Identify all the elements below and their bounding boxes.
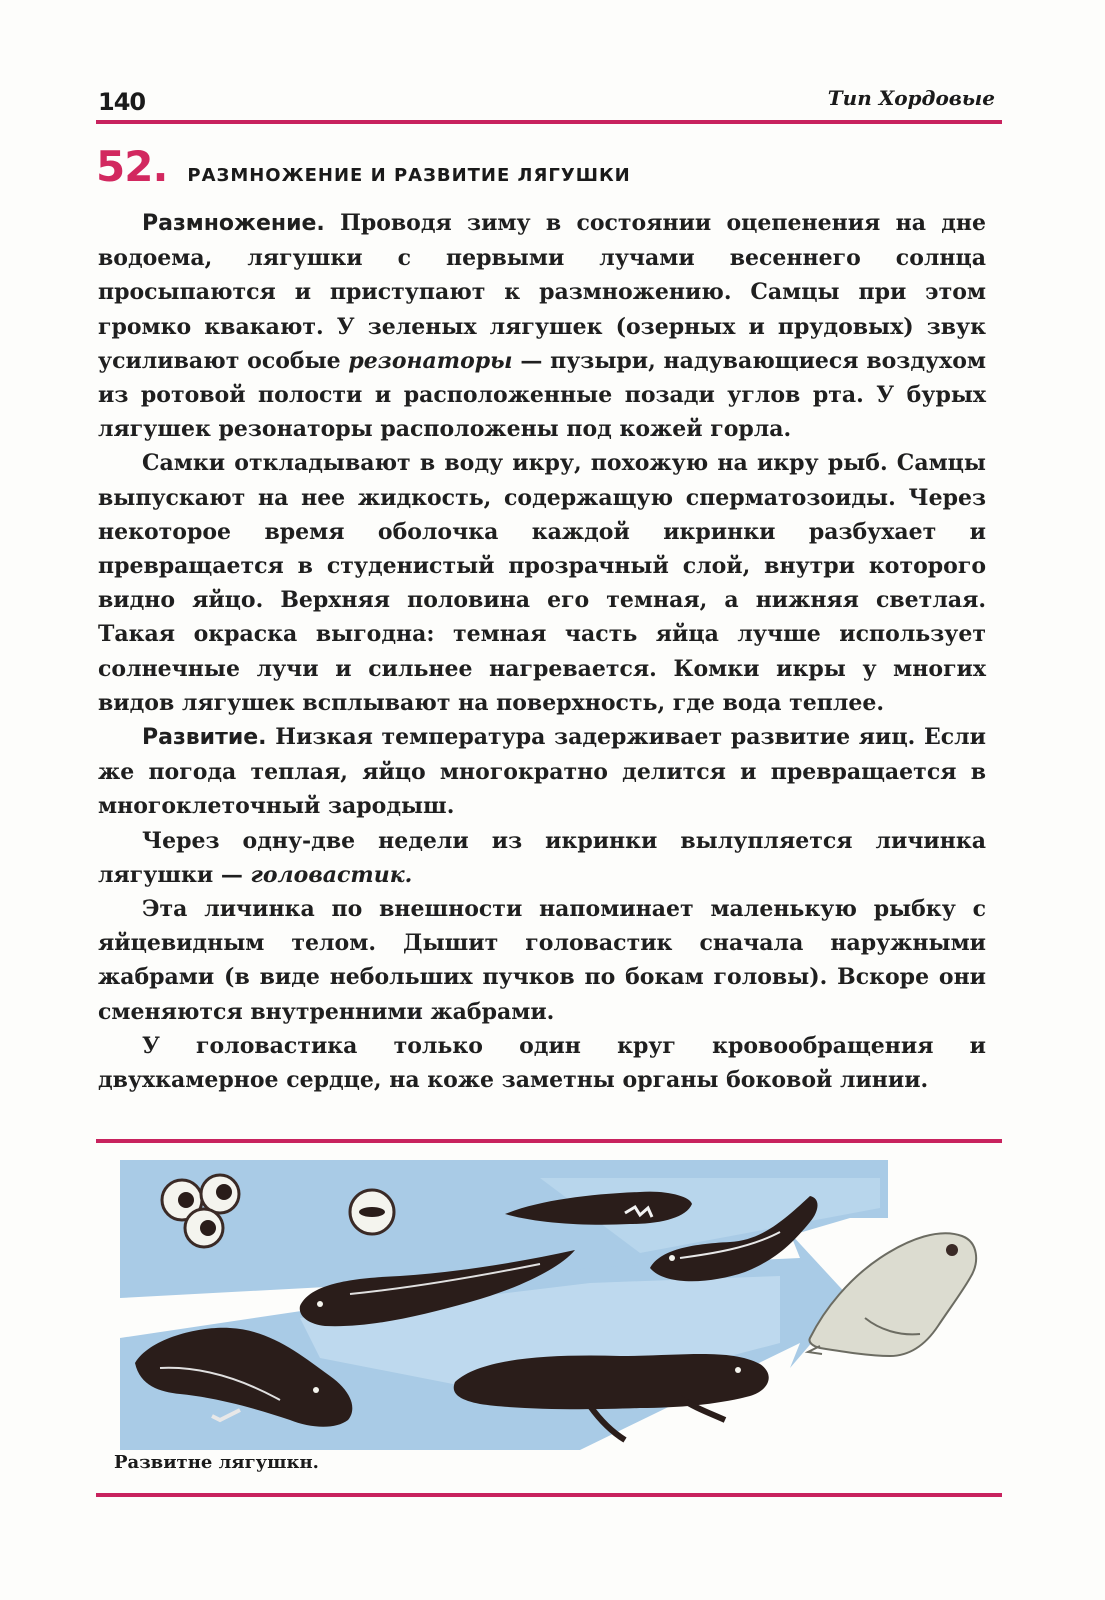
paragraph-text: Самки откладывают в воду икру, похожую на икру рыб. Самцы выпускают на нее жидкость, содержащую сперматозоиды. Через некоторое время оболочка каждой икринки разбухает и превращается в студенистый прозрачный слой, внутри которого видно яйцо. Верхняя половина его темная, а нижняя светлая. Такая окраска выгодна: темная часть яйца лучше использует солнечные лучи и сильнее нагревается. Комки икры у многих видов лягушек всплывают на поверхность, где вода теплее. bbox=[98, 450, 986, 716]
paragraph-text: Через одну-две недели из икринки вылупляется личинка лягушки — bbox=[98, 827, 986, 888]
paragraph-lead: Развитие. bbox=[142, 725, 267, 751]
paragraph-text: Эта личинка по внешности напоминает маленькую рыбку с яйцевидным телом. Дышит головастик сначала наружными жабрами (в виде небольших пучков по бокам головы). Вскоре они сменяются внутренними жабрами. bbox=[98, 896, 986, 1025]
paragraph-lead: Размножение. bbox=[142, 211, 325, 236]
paragraph-text: Низкая температура задерживает развитие яиц. Если же погода теплая, яйцо многократно делится и превращается в многоклеточный зародыш. bbox=[98, 724, 986, 820]
frog-development-illustration bbox=[120, 1158, 1000, 1450]
term-tadpole: головастик. bbox=[250, 861, 413, 888]
egg-yolk bbox=[200, 1220, 216, 1236]
figure-top-rule bbox=[96, 1139, 1002, 1143]
section-heading bbox=[96, 142, 631, 191]
page-number: 140 bbox=[98, 88, 146, 116]
paragraph-eggs bbox=[98, 446, 986, 720]
paragraph-tadpole-hatch bbox=[98, 824, 986, 892]
paragraph-text: Проводя зиму в состоянии оцепенения на дне водоема, лягушки с первыми лучами весеннего солнца просыпаются и приступают к размножению. Самцы при этом громко квакают. У зеленых лягушек (озерных и прудовых) звук усиливают особые bbox=[98, 210, 986, 374]
paragraph-circulation bbox=[98, 1029, 986, 1097]
body-text bbox=[98, 206, 986, 1097]
paragraph-development bbox=[98, 720, 986, 824]
paragraph-reproduction bbox=[98, 206, 986, 446]
section-title: РАЗМНОЖЕНИЕ И РАЗВИТИЕ ЛЯГУШКИ bbox=[187, 165, 631, 186]
egg-yolk bbox=[178, 1192, 194, 1208]
embryo bbox=[350, 1190, 394, 1234]
paragraph-text: — пузыри, надувающиеся воздухом из ротовой полости и расположенные позади углов рта. У бурых лягушек резонаторы расположены под кожей горла. bbox=[98, 347, 986, 443]
figure-caption: Развитне лягушкн. bbox=[114, 1452, 319, 1473]
figure-bottom-rule bbox=[96, 1493, 1002, 1497]
paragraph-gills bbox=[98, 892, 986, 1029]
running-head: Тип Хордовые bbox=[827, 86, 995, 110]
section-number: 52. bbox=[96, 142, 168, 191]
top-rule bbox=[96, 120, 1002, 124]
paragraph-text: У головастика только один круг кровообращения и двухкамерное сердце, на коже заметны органы боковой линии. bbox=[98, 1032, 986, 1094]
term-resonators: резонаторы bbox=[348, 347, 513, 374]
egg-yolk bbox=[216, 1184, 232, 1200]
